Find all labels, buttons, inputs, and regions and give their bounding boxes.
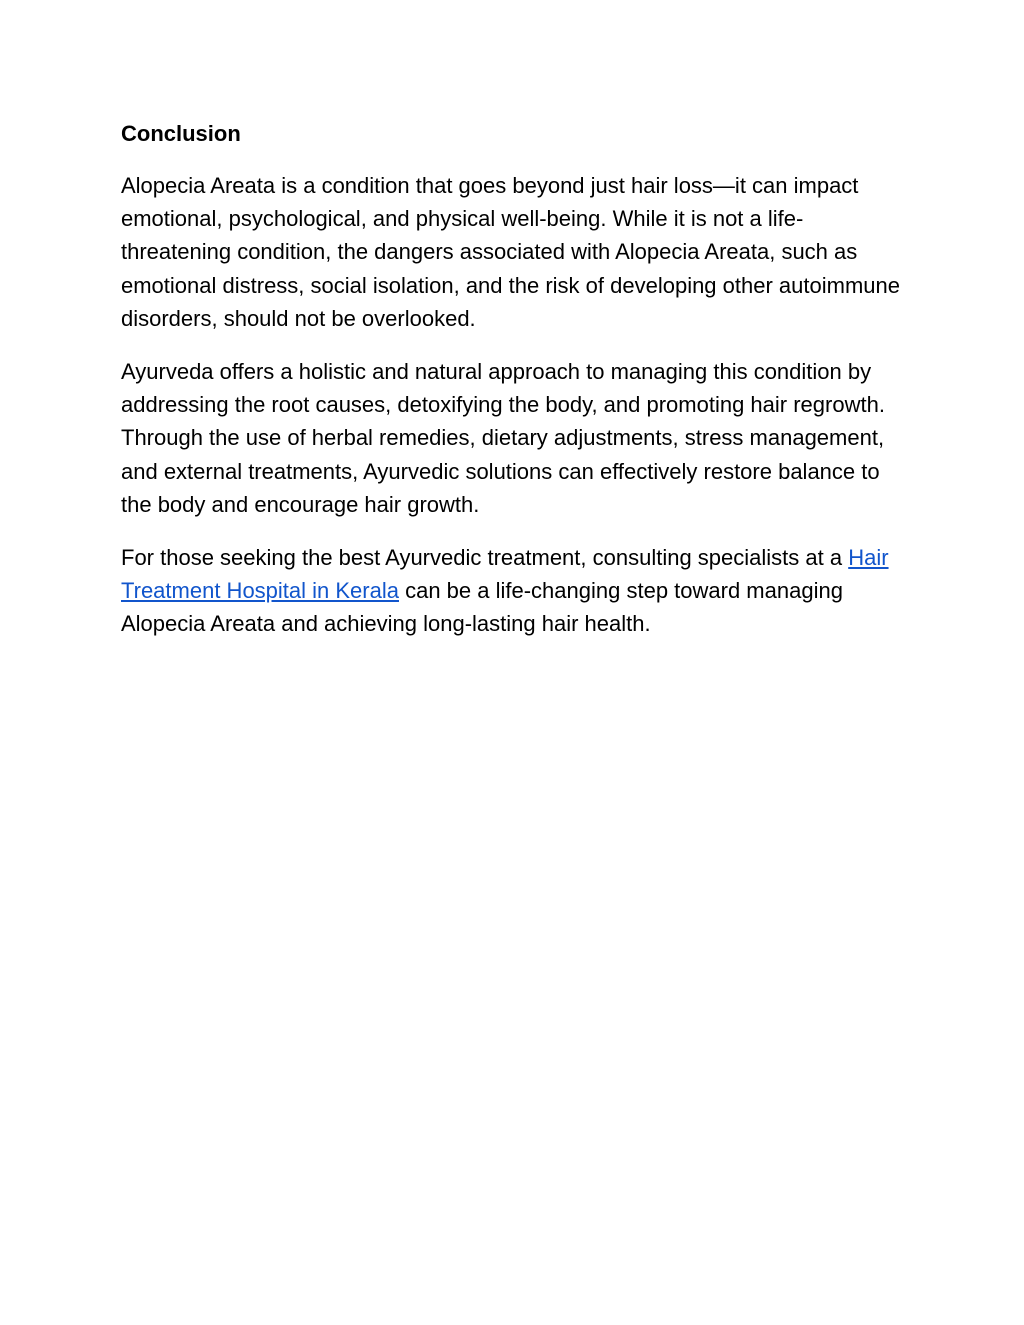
paragraph-treatment-recommendation xyxy=(121,541,911,641)
document-page xyxy=(121,117,911,661)
paragraph-alopecia-overview: Alopecia Areata is a condition that goes beyond just hair loss—it can impact emotional, psychological, and physical well-being. While it is not a life-threatening condition, the dangers associated with Alopecia Areata, such as emotional distress, social isolation, and the risk of developing other autoimmune disorders, should not be overlooked. xyxy=(121,173,900,331)
hair-treatment-hospital-link[interactable]: Hair Treatment Hospital in Kerala xyxy=(121,545,889,604)
paragraph-text-after-link: can be a life-changing step toward managing Alopecia Areata and achieving long-lasting hair health. xyxy=(121,578,843,637)
section-heading: Conclusion xyxy=(121,121,241,146)
paragraph-ayurveda-approach: Ayurveda offers a holistic and natural approach to managing this condition by addressing the root causes, detoxifying the body, and promoting hair regrowth. Through the use of herbal remedies, dietary adjustments, stress management, and external treatments, Ayurvedic solutions can effectively restore balance to the body and encourage hair growth. xyxy=(121,359,885,517)
paragraph-text-before-link: For those seeking the best Ayurvedic treatment, consulting specialists at a xyxy=(121,545,849,571)
